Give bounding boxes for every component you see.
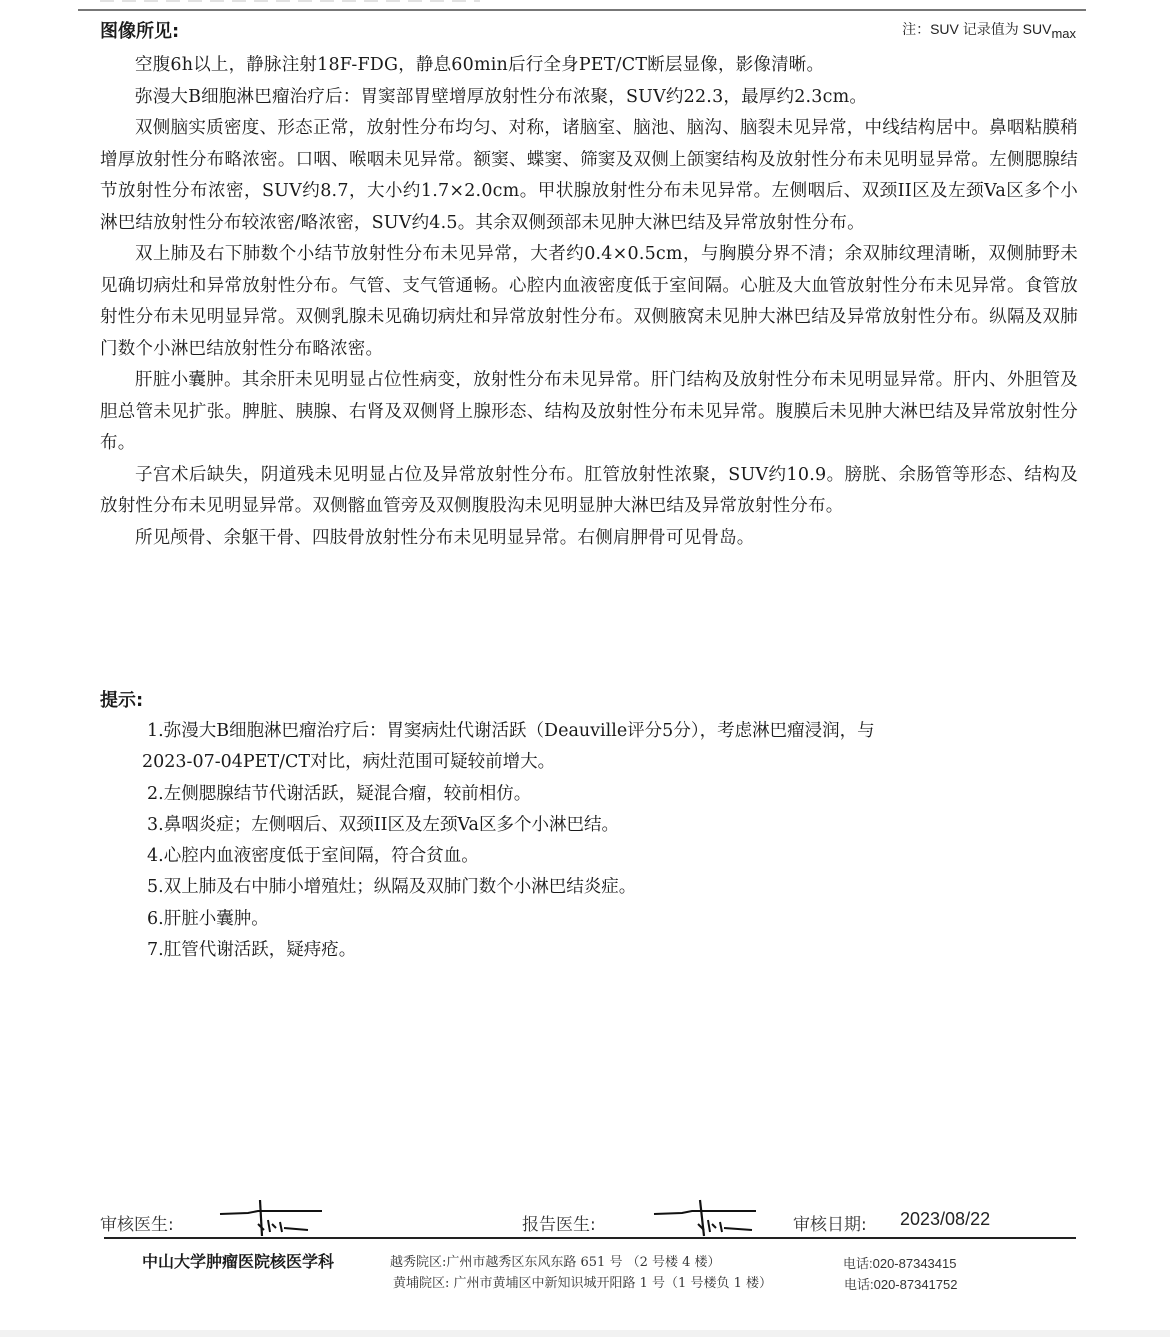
reporter-label: 报告医生: — [522, 1215, 596, 1235]
findings-paragraph: 弥漫大B细胞淋巴瘤治疗后：胃窦部胃壁增厚放射性分布浓聚，SUV约22.3，最厚约2.3cm。 — [135, 86, 868, 107]
reviewer-label: 审核医生: — [100, 1215, 174, 1235]
suv-note — [902, 19, 1076, 41]
findings-title: 图像所见: — [100, 21, 180, 42]
header-divider — [78, 9, 1086, 11]
campus2-phone: 电话:020-87341752 — [844, 1277, 958, 1292]
findings-paragraph: 所见颅骨、余躯干骨、四肢骨放射性分布未见明显异常。右侧肩胛骨可见骨岛。 — [135, 527, 755, 548]
findings-body — [100, 50, 1078, 554]
hint-item: 6.肝脏小囊肿。 — [147, 908, 269, 929]
reviewer-signature-icon — [218, 1198, 328, 1238]
campus2-address: 黄埔院区: 广州市黄埔区中新知识城开阳路 1 号（1 号楼负 1 楼） — [393, 1276, 772, 1291]
findings-paragraph: 子宫术后缺失，阴道残未见明显占位及异常放射性分布。肛管放射性浓聚，SUV约10.9。膀胱、余肠管等形态、结构及放射性分布未见明显异常。双侧髂血管旁及双侧腹股沟未见明显肿大淋巴结及异常放射性分布。 — [100, 464, 1078, 516]
suv-note-text: 注：SUV 记录值为 SUV — [902, 21, 1052, 37]
findings-paragraph: 空腹6h以上，静脉注射18F-FDG，静息60min后行全身PET/CT断层显像，影像清晰。 — [135, 55, 825, 75]
reporter-signature-icon — [652, 1198, 762, 1238]
hint-item: 4.心腔内血液密度低于室间隔，符合贫血。 — [147, 846, 479, 867]
review-date-value: 2023/08/22 — [900, 1209, 991, 1229]
hints-title: 提示: — [100, 690, 144, 711]
hint-item: 3.鼻咽炎症；左侧咽后、双颈II区及左颈Va区多个小淋巴结。 — [147, 814, 619, 835]
page-bottom-edge — [0, 1330, 1170, 1337]
hints-list — [100, 716, 1060, 966]
findings-paragraph: 双上肺及右下肺数个小结节放射性分布未见异常，大者约0.4×0.5cm，与胸膜分界不清；余双肺纹理清晰，双侧肺野未见确切病灶和异常放射性分布。气管、支气管通畅。心腔内血液密度低于室间隔。心脏及大血管放射性分布未见异常。食管放射性分布未见明显异常。双侧乳腺未见确切病灶和异常放射性分布。双侧腋窝未见肿大淋巴结及异常放射性分布。纵隔及双肺门数个小淋巴结放射性分布略浓密。 — [100, 244, 1078, 359]
campus1-address: 越秀院区:广州市越秀区东风东路 651 号 （2 号楼 4 楼） — [390, 1255, 721, 1270]
department-name: 中山大学肿瘤医院核医学科 — [142, 1252, 335, 1271]
hint-item-continuation: 2023-07-04PET/CT对比，病灶范围可疑较前增大。 — [142, 752, 556, 773]
suv-note-subscript: max — [1051, 26, 1076, 41]
campus1-phone: 电话:020-87343415 — [843, 1256, 957, 1271]
hint-item: 5.双上肺及右中肺小增殖灶；纵隔及双肺门数个小淋巴结炎症。 — [147, 877, 637, 898]
findings-paragraph: 肝脏小囊肿。其余肝未见明显占位性病变，放射性分布未见异常。肝门结构及放射性分布未见明显异常。肝内、外胆管及胆总管未见扩张。脾脏、胰腺、右肾及双侧肾上腺形态、结构及放射性分布未见异常。腹膜后未见肿大淋巴结及异常放射性分布。 — [100, 370, 1078, 453]
review-date-label: 审核日期: — [793, 1215, 867, 1235]
hint-item: 1.弥漫大B细胞淋巴瘤治疗后：胃窦病灶代谢活跃（Deauville评分5分），考虑淋巴瘤浸润，与 — [147, 721, 875, 741]
cut-off-header-text — [100, 0, 480, 2]
footer-divider — [104, 1237, 1076, 1239]
signature-row — [100, 1198, 1076, 1238]
findings-paragraph: 双侧脑实质密度、形态正常，放射性分布均匀、对称，诸脑室、脑池、脑沟、脑裂未见异常，中线结构居中。鼻咽粘膜稍增厚放射性分布略浓密。口咽、喉咽未见异常。额窦、蝶窦、筛窦及双侧上颌窦结构及放射性分布未见明显异常。左侧腮腺结节放射性分布浓密，SUV约8.7，大小约1.7×2.0cm。甲状腺放射性分布未见异常。左侧咽后、双颈II区及左颈Va区多个小淋巴结放射性分布较浓密/略浓密，SUV约4.5。其余双侧颈部未见肿大淋巴结及异常放射性分布。 — [100, 118, 1078, 233]
hint-item: 7.肛管代谢活跃，疑痔疮。 — [147, 940, 357, 961]
hint-item: 2.左侧腮腺结节代谢活跃，疑混合瘤，较前相仿。 — [147, 783, 532, 804]
